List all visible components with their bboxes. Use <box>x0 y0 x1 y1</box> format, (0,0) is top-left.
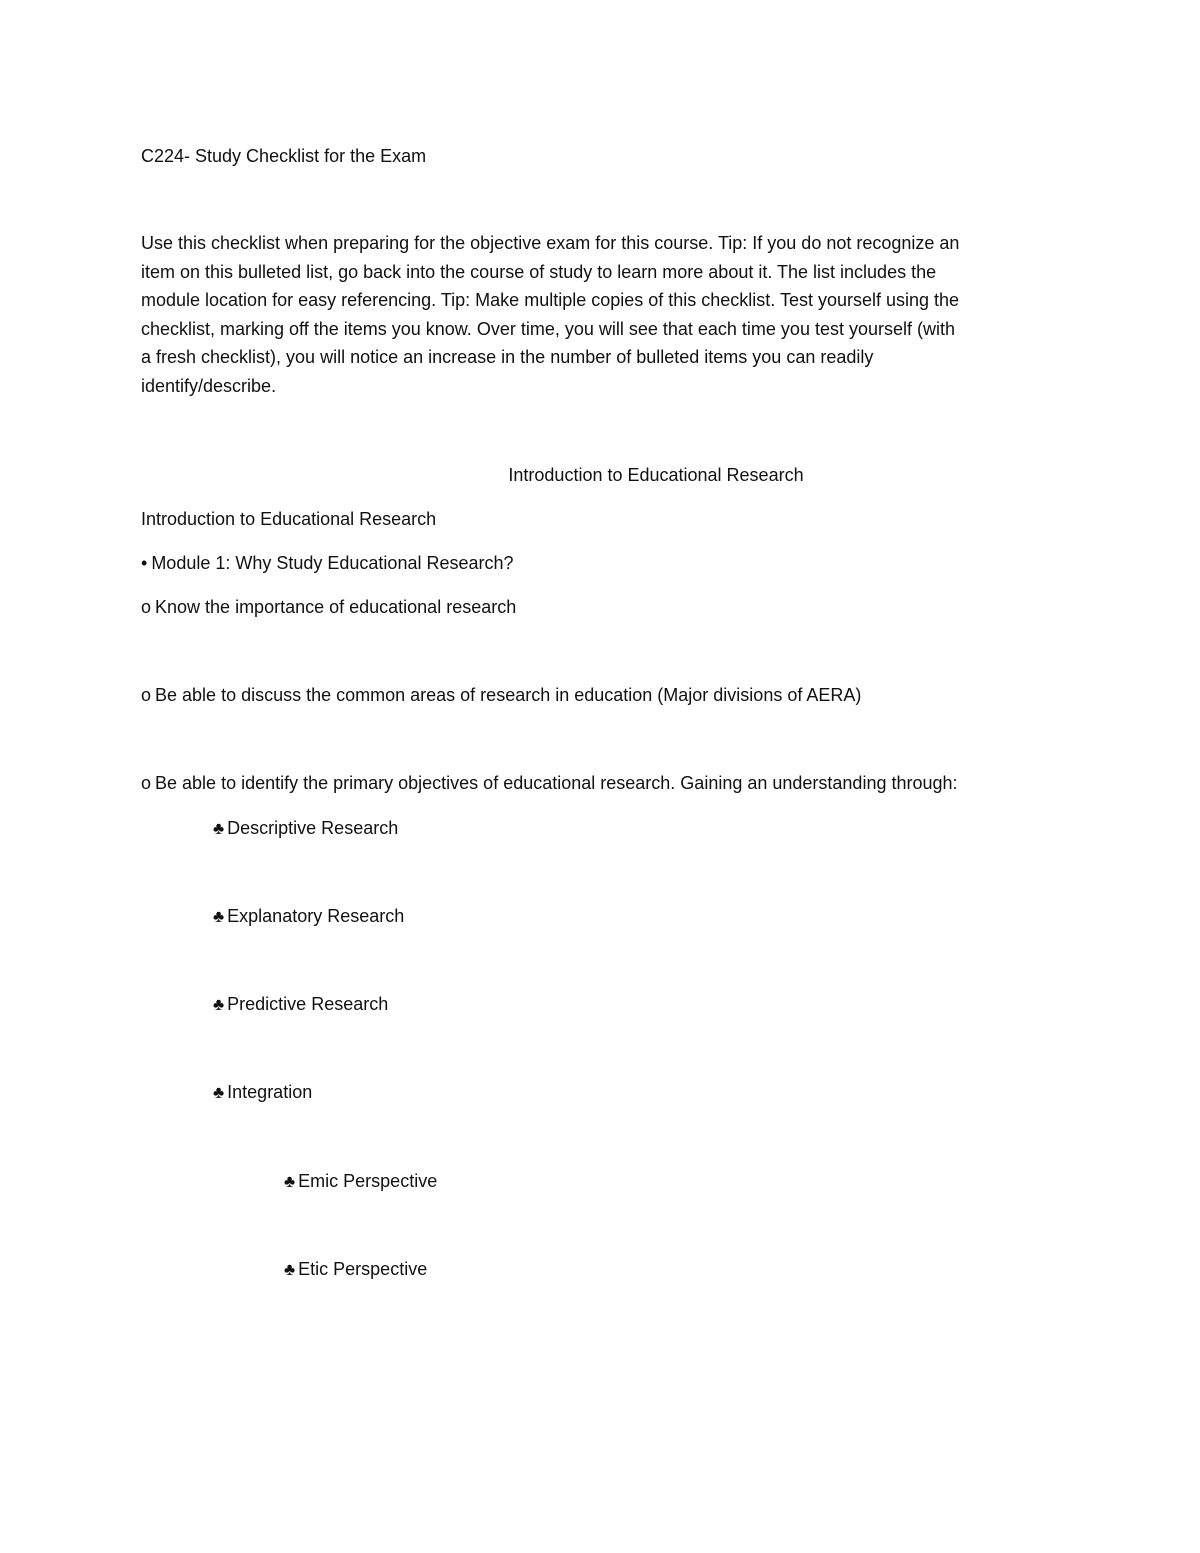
bullet-icon: • <box>141 553 148 573</box>
sub-item-text: Integration <box>227 1082 313 1102</box>
sub-item <box>213 990 388 1019</box>
objective-item <box>141 593 516 621</box>
document-title: C224- Study Checklist for the Exam <box>141 146 427 166</box>
sub-item <box>213 902 404 931</box>
sub-item-text: Descriptive Research <box>227 818 399 838</box>
circle-bullet-icon: o <box>141 773 152 793</box>
objective-text: Be able to identify the primary objectives of educational research. Gaining an understanding through: <box>155 773 958 793</box>
intro-line: a fresh checklist), you will notice an increase in the number of bulleted items you can readily <box>141 347 874 367</box>
sub-sub-item <box>284 1255 427 1284</box>
club-bullet-icon: ♣ <box>284 1260 296 1279</box>
circle-bullet-icon: o <box>141 685 152 705</box>
club-bullet-icon: ♣ <box>284 1172 296 1191</box>
intro-line: Use this checklist when preparing for the objective exam for this course. Tip: If you do not recognize an <box>141 233 960 253</box>
sub-item-text: Explanatory Research <box>227 906 405 926</box>
intro-line: checklist, marking off the items you know. Over time, you will see that each time you test yourself (with <box>141 318 955 339</box>
circle-bullet-icon: o <box>141 597 152 617</box>
objective-text: Know the importance of educational research <box>155 597 517 617</box>
sub-sub-item-text: Etic Perspective <box>298 1259 428 1279</box>
sub-item-text: Predictive Research <box>227 994 389 1014</box>
sub-sub-item-text: Emic Perspective <box>298 1171 438 1191</box>
sub-sub-item <box>284 1167 437 1196</box>
section-subheading: Introduction to Educational Research <box>141 509 437 529</box>
section-heading: Introduction to Educational Research <box>508 465 804 485</box>
sub-item <box>213 1078 312 1107</box>
club-bullet-icon: ♣ <box>213 995 225 1014</box>
intro-line: identify/describe. <box>141 375 277 396</box>
module-label: Module 1: Why Study Educational Research? <box>151 553 514 573</box>
club-bullet-icon: ♣ <box>213 819 225 838</box>
club-bullet-icon: ♣ <box>213 1083 225 1102</box>
intro-paragraph <box>141 229 1051 400</box>
objective-item <box>141 681 861 709</box>
objective-text: Be able to discuss the common areas of research in education (Major divisions of AERA) <box>155 685 862 705</box>
intro-line: module location for easy referencing. Tip: Make multiple copies of this checklist. Test yourself using the <box>141 290 960 310</box>
sub-item <box>213 814 398 843</box>
module-item <box>141 549 514 577</box>
intro-line: item on this bulleted list, go back into the course of study to learn more about it. The list includes the <box>141 261 937 282</box>
objective-item <box>141 769 958 797</box>
club-bullet-icon: ♣ <box>213 907 225 926</box>
